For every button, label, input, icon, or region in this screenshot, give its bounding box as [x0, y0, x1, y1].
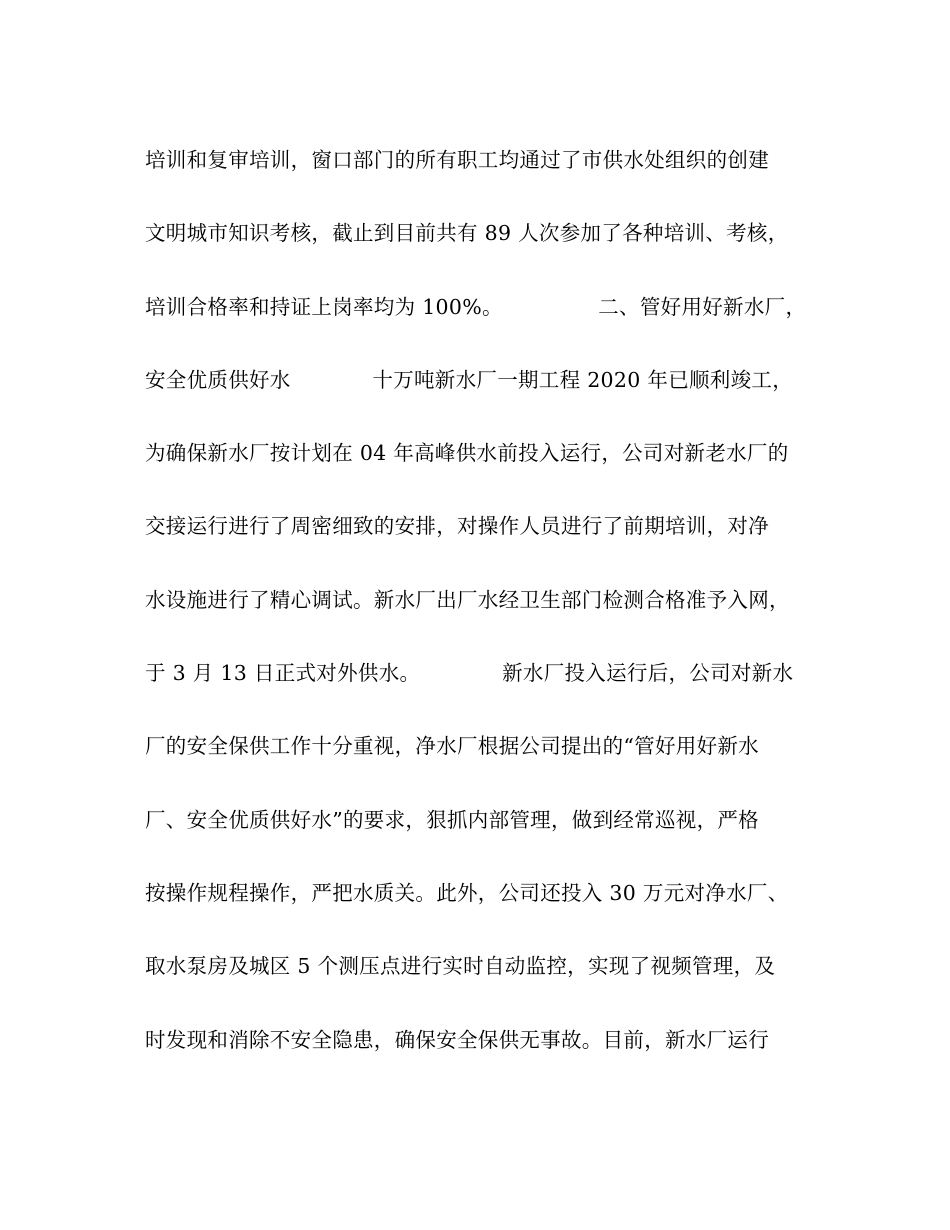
text-line: 按操作规程操作，严把水质关。此外，公司还投入 30 万元对净水厂、	[145, 880, 789, 905]
text-line: 培训和复审培训，窗口部门的所有职工均通过了市供水处组织的创建	[145, 148, 769, 172]
text-line: 文明城市知识考核，截止到目前共有 89 人次参加了各种培训、考核，	[145, 221, 789, 246]
text-line: 培训合格率和持证上岗率均为 100%。 二、管好用好新水厂，	[145, 294, 807, 319]
text-line: 安全优质供好水 十万吨新水厂一期工程 2020 年已顺利竣工，	[145, 367, 793, 392]
text-line: 厂、安全优质供好水”的要求，狠抓内部管理，做到经常巡视，严格	[145, 807, 759, 832]
text-line: 于 3 月 13 日正式对外供水。 新水厂投入运行后，公司对新水	[145, 661, 794, 686]
text-line: 取水泵房及城区 5 个测压点进行实时自动监控，实现了视频管理，及	[145, 954, 776, 979]
text-line: 水设施进行了精心调试。新水厂出厂水经卫生部门检测合格准予入网，	[145, 587, 790, 612]
body-text	[145, 140, 815, 1093]
text-line: 时发现和消除不安全隐患，确保安全保供无事故。目前，新水厂运行	[145, 1027, 769, 1052]
text-line: 厂的安全保供工作十分重视，净水厂根据公司提出的“管好用好新水	[145, 734, 759, 759]
text-line: 交接运行进行了周密细致的安排，对操作人员进行了前期培训，对净	[145, 514, 769, 539]
text-line: 为确保新水厂按计划在 04 年高峰供水前投入运行，公司对新老水厂的	[145, 441, 789, 466]
